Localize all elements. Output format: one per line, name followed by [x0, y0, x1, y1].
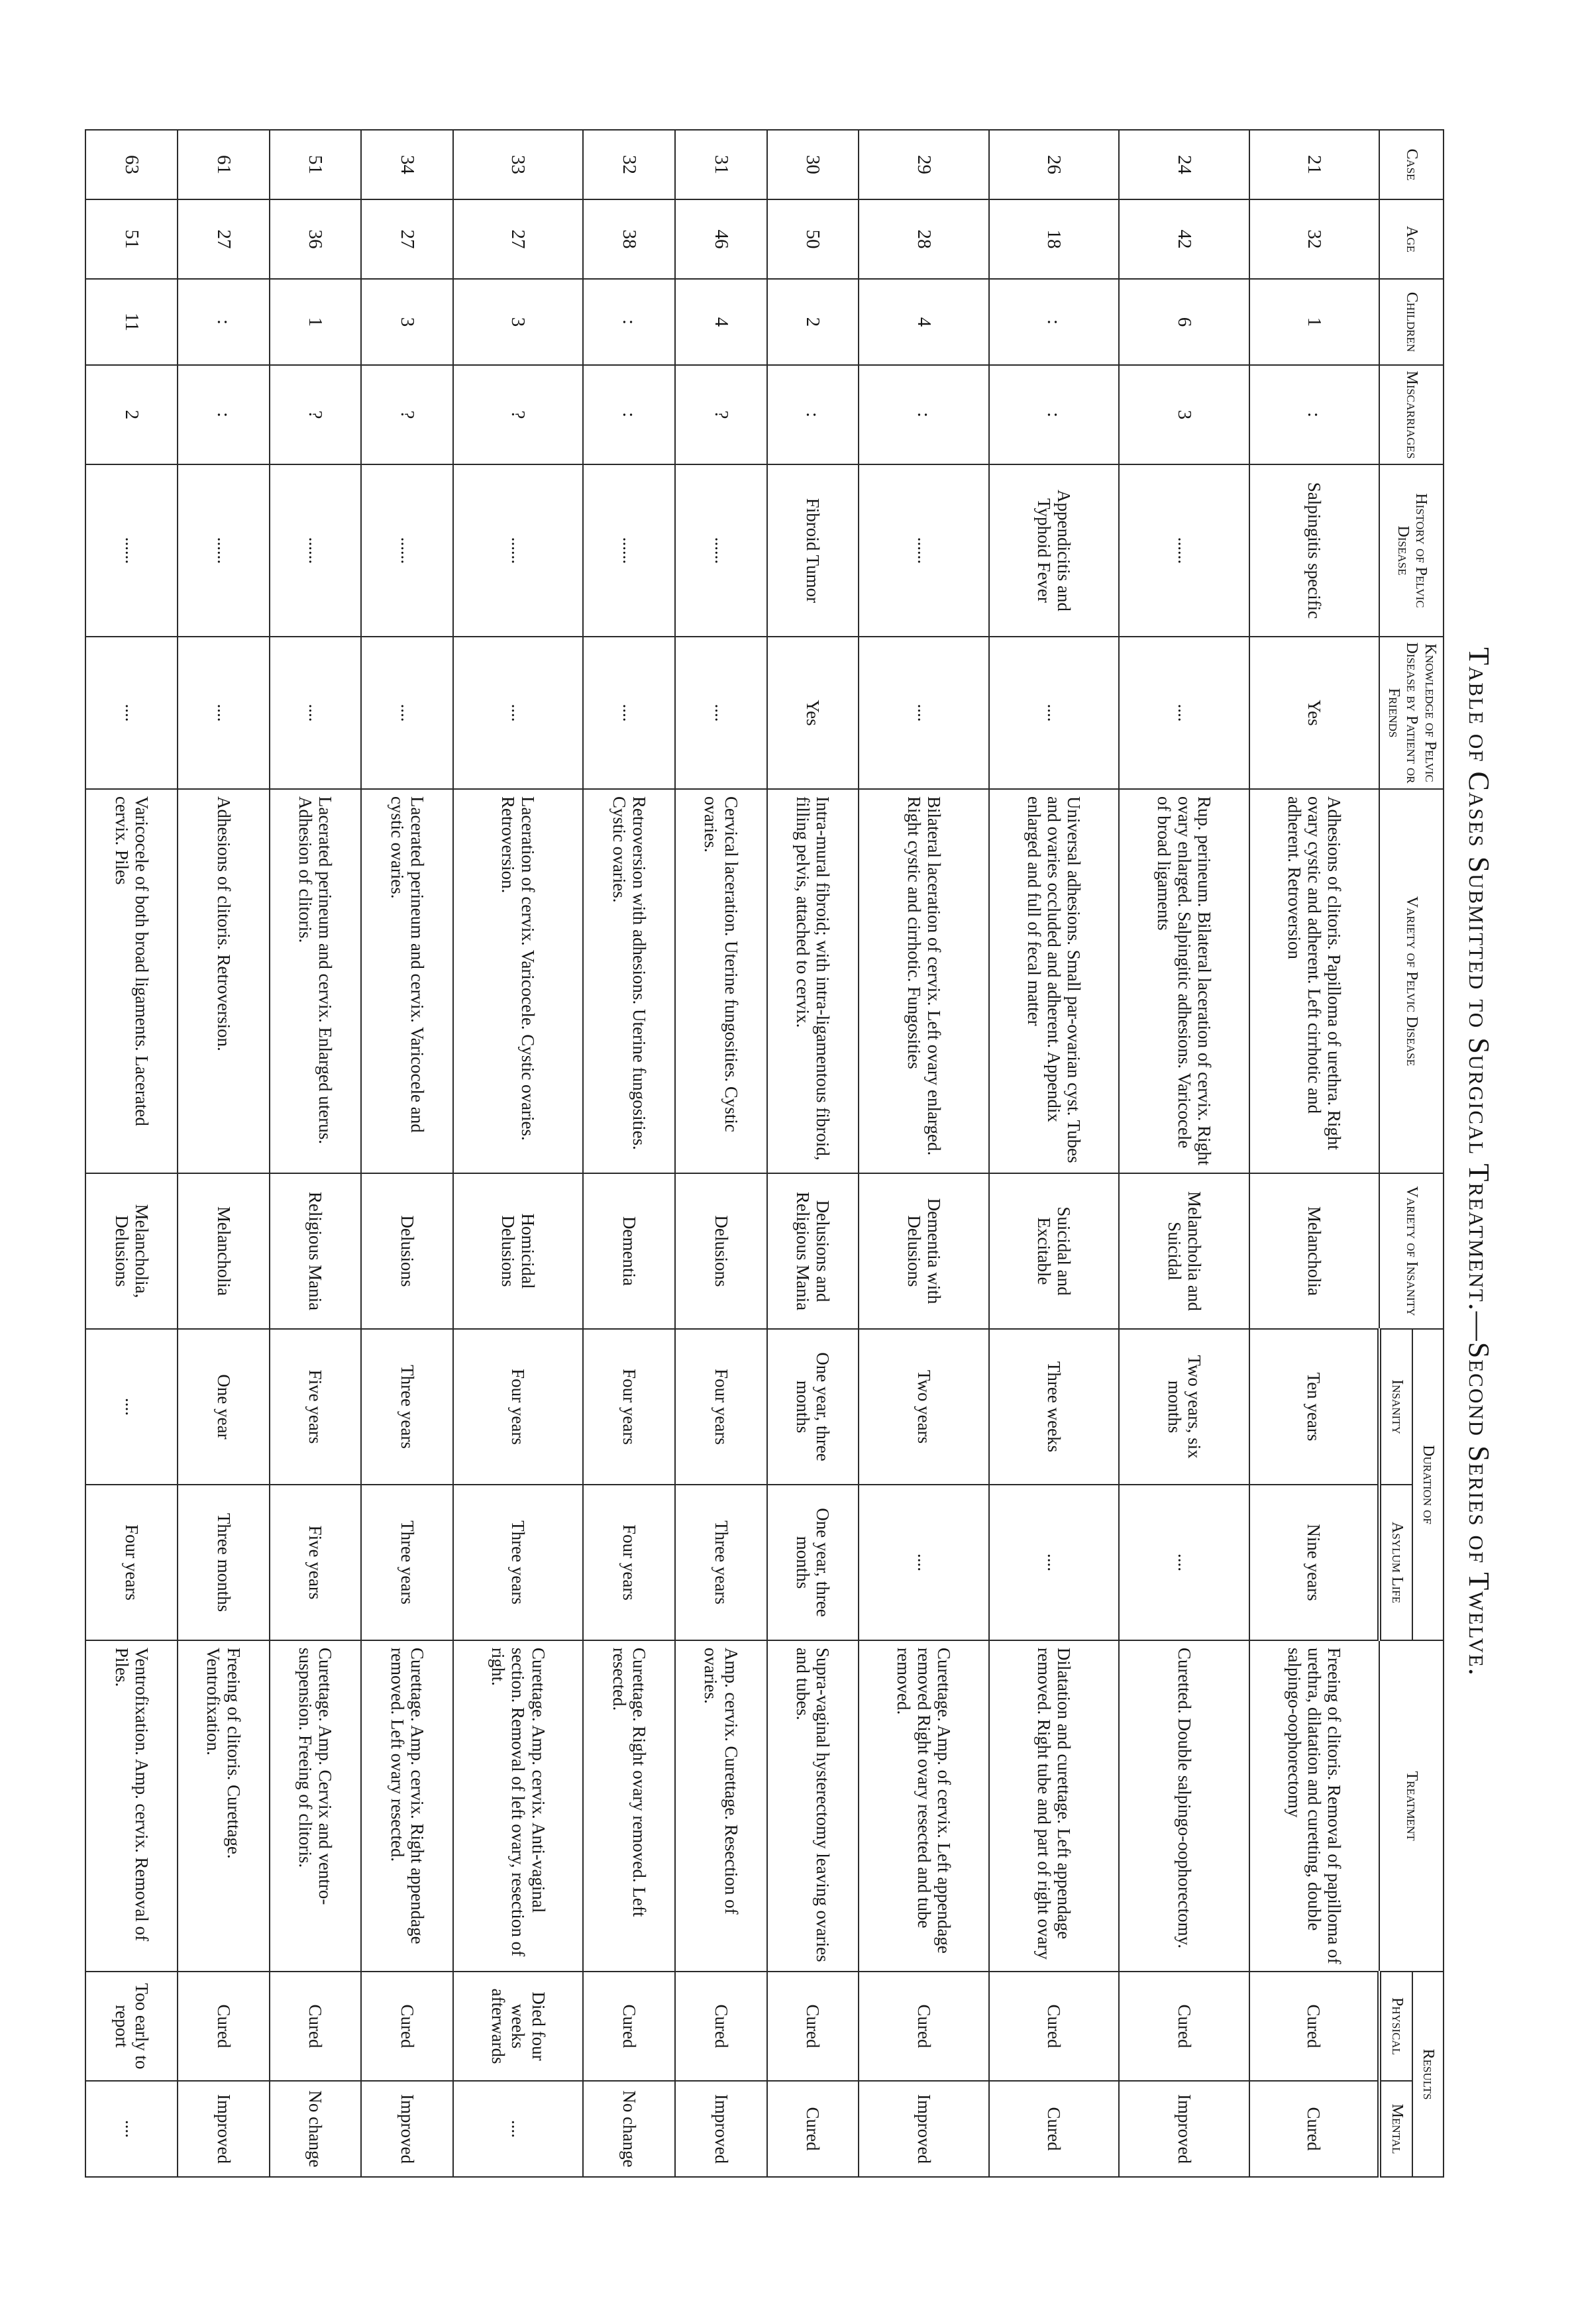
- cell-mental: No change: [270, 2081, 362, 2177]
- cell-physical: Cured: [361, 1972, 453, 2081]
- header-miscarriages: Miscarriages: [1379, 365, 1444, 464]
- cell-treatment: Curettage. Amp. Cervix and ventro-suspension. Freeing of clitoris.: [270, 1640, 362, 1972]
- cell-age: 27: [361, 199, 453, 279]
- cell-age: 27: [453, 199, 583, 279]
- cell-miscarriages: ?: [361, 365, 453, 464]
- cell-case: 51: [270, 130, 362, 199]
- cell-age: 51: [85, 199, 178, 279]
- table-row: [859, 130, 988, 2177]
- table-row: [675, 130, 767, 2177]
- cell-history: Salpingitis specific: [1249, 464, 1379, 637]
- cell-duration-asylum: ....: [859, 1485, 988, 1640]
- cell-age: 36: [270, 199, 362, 279]
- cell-age: 42: [1119, 199, 1249, 279]
- cell-knowledge: ....: [859, 637, 988, 789]
- cell-miscarriages: :: [178, 365, 270, 464]
- cell-miscarriages: 2: [85, 365, 178, 464]
- cell-duration-insanity: Ten years: [1249, 1329, 1379, 1485]
- cell-physical: Cured: [583, 1972, 675, 2081]
- cell-duration-insanity: Two years, six months: [1119, 1329, 1249, 1485]
- cell-variety-insanity: Suicidal and Excitable: [989, 1173, 1119, 1329]
- rotated-table-container: [93, 129, 1444, 2176]
- cell-variety-pelvic: Laceration of cervix. Varicocele. Cystic ovaries. Retroversion.: [453, 789, 583, 1173]
- table-body: [85, 130, 1379, 2177]
- cell-duration-asylum: Three years: [361, 1485, 453, 1640]
- cell-variety-insanity: Melancholia, Delusions: [85, 1173, 178, 1329]
- cell-knowledge: ....: [270, 637, 362, 789]
- cell-history: ......: [675, 464, 767, 637]
- cell-variety-pelvic: Lacerated perineum and cervix. Enlarged uterus. Adhesion of clitoris.: [270, 789, 362, 1173]
- cell-physical: Cured: [270, 1972, 362, 2081]
- cell-physical: Cured: [675, 1972, 767, 2081]
- cell-treatment: Ventrofixation. Amp. cervix. Removal of Piles.: [85, 1640, 178, 1972]
- cell-variety-pelvic: Adhesions of clitoris. Papilloma of urethra. Right ovary cystic and adherent. Left cirrhotic and adherent. Retroversion: [1249, 789, 1379, 1173]
- cell-duration-insanity: One year: [178, 1329, 270, 1485]
- cell-knowledge: ....: [361, 637, 453, 789]
- cell-children: 11: [85, 279, 178, 365]
- cell-mental: Improved: [1119, 2081, 1249, 2177]
- cell-variety-pelvic: Lacerated perineum and cervix. Varicocele and cystic ovaries.: [361, 789, 453, 1173]
- cell-variety-insanity: Homicidal Delusions: [453, 1173, 583, 1329]
- cell-case: 24: [1119, 130, 1249, 199]
- cell-mental: Improved: [859, 2081, 988, 2177]
- cell-history: ......: [1119, 464, 1249, 637]
- cell-children: 4: [675, 279, 767, 365]
- cell-duration-insanity: ....: [85, 1329, 178, 1485]
- cell-children: 1: [270, 279, 362, 365]
- cell-variety-insanity: Delusions: [361, 1173, 453, 1329]
- table-row: [1249, 130, 1379, 2177]
- cell-duration-asylum: Three years: [675, 1485, 767, 1640]
- cell-treatment: Curettage. Amp. cervix. Anti-vaginal section. Removal of left ovary, resection of right.: [453, 1640, 583, 1972]
- cell-case: 63: [85, 130, 178, 199]
- cell-mental: Cured: [1249, 2081, 1379, 2177]
- table-row: [85, 130, 178, 2177]
- cell-case: 30: [767, 130, 859, 199]
- header-variety-pelvic: Variety of Pelvic Disease: [1379, 789, 1444, 1173]
- cell-duration-insanity: Three weeks: [989, 1329, 1119, 1485]
- cell-children: :: [178, 279, 270, 365]
- cell-physical: Cured: [859, 1972, 988, 2081]
- header-physical: Physical: [1379, 1972, 1412, 2081]
- table-row: [361, 130, 453, 2177]
- cell-miscarriages: :: [989, 365, 1119, 464]
- cell-age: 50: [767, 199, 859, 279]
- cell-variety-insanity: Delusions and Religious Mania: [767, 1173, 859, 1329]
- cell-mental: Improved: [178, 2081, 270, 2177]
- cell-knowledge: ....: [453, 637, 583, 789]
- cell-history: ......: [453, 464, 583, 637]
- cell-knowledge: ....: [989, 637, 1119, 789]
- cell-knowledge: ....: [1119, 637, 1249, 789]
- cell-history: ......: [361, 464, 453, 637]
- cell-case: 26: [989, 130, 1119, 199]
- cell-duration-asylum: Five years: [270, 1485, 362, 1640]
- table-row: [583, 130, 675, 2177]
- table-row: [1119, 130, 1249, 2177]
- cell-duration-asylum: Nine years: [1249, 1485, 1379, 1640]
- cell-knowledge: ....: [675, 637, 767, 789]
- cell-physical: Died four weeks afterwards: [453, 1972, 583, 2081]
- header-history: History of Pelvic Disease: [1379, 464, 1444, 637]
- cell-age: 38: [583, 199, 675, 279]
- cell-mental: Improved: [361, 2081, 453, 2177]
- cell-miscarriages: :: [767, 365, 859, 464]
- cell-mental: ....: [85, 2081, 178, 2177]
- header-children: Children: [1379, 279, 1444, 365]
- cell-variety-insanity: Dementia with Delusions: [859, 1173, 988, 1329]
- cell-miscarriages: :: [1249, 365, 1379, 464]
- cell-duration-insanity: Three years: [361, 1329, 453, 1485]
- cell-variety-pelvic: Intra-mural fibroid; with intra-ligamentous fibroid, filling pelvis, attached to cervix.: [767, 789, 859, 1173]
- cell-history: ......: [270, 464, 362, 637]
- cell-age: 32: [1249, 199, 1379, 279]
- cell-duration-asylum: Three months: [178, 1485, 270, 1640]
- cell-mental: Cured: [767, 2081, 859, 2177]
- cell-physical: Cured: [178, 1972, 270, 2081]
- cell-treatment: Curettage. Right ovary removed. Left resected.: [583, 1640, 675, 1972]
- cell-treatment: Amp. cervix. Curettage. Resection of ovaries.: [675, 1640, 767, 1972]
- cell-miscarriages: 3: [1119, 365, 1249, 464]
- cell-case: 61: [178, 130, 270, 199]
- cell-miscarriages: ?: [270, 365, 362, 464]
- cell-physical: Cured: [1119, 1972, 1249, 2081]
- table-row: [178, 130, 270, 2177]
- cell-variety-pelvic: Cervical laceration. Uterine fungosities. Cystic ovaries.: [675, 789, 767, 1173]
- cell-case: 31: [675, 130, 767, 199]
- cell-duration-insanity: Five years: [270, 1329, 362, 1485]
- cell-variety-insanity: Delusions: [675, 1173, 767, 1329]
- header-knowledge: Knowledge of Pelvic Disease by Patient or Friends: [1379, 637, 1444, 789]
- cell-variety-pelvic: Adhesions of clitoris. Retroversion.: [178, 789, 270, 1173]
- table-row: [453, 130, 583, 2177]
- cell-mental: Cured: [989, 2081, 1119, 2177]
- cell-physical: Too early to report: [85, 1972, 178, 2081]
- cell-variety-pelvic: Bilateral laceration of cervix. Left ovary enlarged. Right cystic and cirrhotic. Fungosities: [859, 789, 988, 1173]
- cell-treatment: Dilatation and curettage. Left appendage removed. Right tube and part of right ovary: [989, 1640, 1119, 1972]
- header-duration-insanity: Insanity: [1379, 1329, 1412, 1485]
- cell-history: Fibroid Tumor: [767, 464, 859, 637]
- header-treatment: Treatment: [1379, 1640, 1444, 1972]
- cell-duration-asylum: Four years: [85, 1485, 178, 1640]
- cell-miscarriages: :: [583, 365, 675, 464]
- cell-variety-insanity: Religious Mania: [270, 1173, 362, 1329]
- cell-knowledge: ....: [178, 637, 270, 789]
- header-results: Results: [1412, 1972, 1444, 2177]
- cell-case: 29: [859, 130, 988, 199]
- cell-age: 27: [178, 199, 270, 279]
- cell-duration-insanity: Four years: [675, 1329, 767, 1485]
- cell-treatment: Freeing of clitoris. Curettage. Ventrofixation.: [178, 1640, 270, 1972]
- cell-case: 34: [361, 130, 453, 199]
- cell-children: :: [583, 279, 675, 365]
- cell-variety-pelvic: Retroversion with adhesions. Uterine fungosities. Cystic ovaries.: [583, 789, 675, 1173]
- cell-knowledge: Yes: [1249, 637, 1379, 789]
- cell-miscarriages: ?: [453, 365, 583, 464]
- cell-treatment: Freeing of clitoris. Removal of papilloma of urethra, dilatation and curetting, double salpingo-oophorectomy: [1249, 1640, 1379, 1972]
- cell-history: ......: [583, 464, 675, 637]
- cell-treatment: Supra-vaginal hysterectomy leaving ovaries and tubes.: [767, 1640, 859, 1972]
- cell-age: 18: [989, 199, 1119, 279]
- header-age: Age: [1379, 199, 1444, 279]
- header-variety-insanity: Variety of Insanity: [1379, 1173, 1444, 1329]
- cell-variety-insanity: Dementia: [583, 1173, 675, 1329]
- cell-variety-insanity: Melancholia: [1249, 1173, 1379, 1329]
- cell-knowledge: Yes: [767, 637, 859, 789]
- cell-mental: No change: [583, 2081, 675, 2177]
- cell-knowledge: ....: [583, 637, 675, 789]
- cell-duration-asylum: Four years: [583, 1485, 675, 1640]
- cell-children: 6: [1119, 279, 1249, 365]
- cell-history: ......: [859, 464, 988, 637]
- cell-children: :: [989, 279, 1119, 365]
- cell-duration-insanity: Four years: [583, 1329, 675, 1485]
- cell-case: 33: [453, 130, 583, 199]
- cell-mental: Improved: [675, 2081, 767, 2177]
- cell-treatment: Curettage. Amp. of cervix. Left appendage removed Right ovary resected and tube removed.: [859, 1640, 988, 1972]
- cell-treatment: Curetted. Double salpingo-oophorectomy.: [1119, 1640, 1249, 1972]
- cell-history: ......: [178, 464, 270, 637]
- cell-children: 2: [767, 279, 859, 365]
- cell-age: 46: [675, 199, 767, 279]
- table-row: [989, 130, 1119, 2177]
- header-case: Case: [1379, 130, 1444, 199]
- cell-duration-asylum: One year, three months: [767, 1485, 859, 1640]
- header-mental: Mental: [1379, 2081, 1412, 2177]
- table-header: [1379, 130, 1444, 2177]
- cell-variety-insanity: Melancholia and Suicidal: [1119, 1173, 1249, 1329]
- cell-physical: Cured: [1249, 1972, 1379, 2081]
- cell-duration-insanity: Two years: [859, 1329, 988, 1485]
- cell-history: ......: [85, 464, 178, 637]
- cell-variety-pelvic: Universal adhesions. Small par-ovarian cyst. Tubes and ovaries occluded and adherent. Appendix enlarged and full of fecal matter: [989, 789, 1119, 1173]
- cell-case: 32: [583, 130, 675, 199]
- header-duration-asylum: Asylum Life: [1379, 1485, 1412, 1640]
- cell-physical: Cured: [767, 1972, 859, 2081]
- cell-variety-pelvic: Rup. perineum. Bilateral laceration of cervix. Right ovary enlarged. Salpingitic adhesions. Varicocele of broad ligaments: [1119, 789, 1249, 1173]
- cell-children: 3: [453, 279, 583, 365]
- cell-variety-pelvic: Varicocele of both broad ligaments. Lacerated cervix. Piles: [85, 789, 178, 1173]
- table-row: [270, 130, 362, 2177]
- page-title: Table of Cases Submitted to Surgical Treatment.—Second Series of Twelve.: [1463, 647, 1495, 1677]
- header-duration-of: Duration of: [1412, 1329, 1444, 1640]
- cell-mental: ....: [453, 2081, 583, 2177]
- cell-duration-asylum: ....: [989, 1485, 1119, 1640]
- cell-children: 1: [1249, 279, 1379, 365]
- table-row: [767, 130, 859, 2177]
- cell-physical: Cured: [989, 1972, 1119, 2081]
- cell-case: 21: [1249, 130, 1379, 199]
- cell-children: 4: [859, 279, 988, 365]
- cell-age: 28: [859, 199, 988, 279]
- cell-miscarriages: ?: [675, 365, 767, 464]
- cell-knowledge: ....: [85, 637, 178, 789]
- cases-table: [85, 129, 1444, 2178]
- cell-miscarriages: :: [859, 365, 988, 464]
- cell-treatment: Curettage. Amp. cervix. Right appendage removed. Left ovary resected.: [361, 1640, 453, 1972]
- cell-history: Appendicitis and Typhoid Fever: [989, 464, 1119, 637]
- cell-duration-asylum: ....: [1119, 1485, 1249, 1640]
- cell-duration-insanity: Four years: [453, 1329, 583, 1485]
- cell-duration-insanity: One year, three months: [767, 1329, 859, 1485]
- cell-children: 3: [361, 279, 453, 365]
- cell-variety-insanity: Melancholia: [178, 1173, 270, 1329]
- cell-duration-asylum: Three years: [453, 1485, 583, 1640]
